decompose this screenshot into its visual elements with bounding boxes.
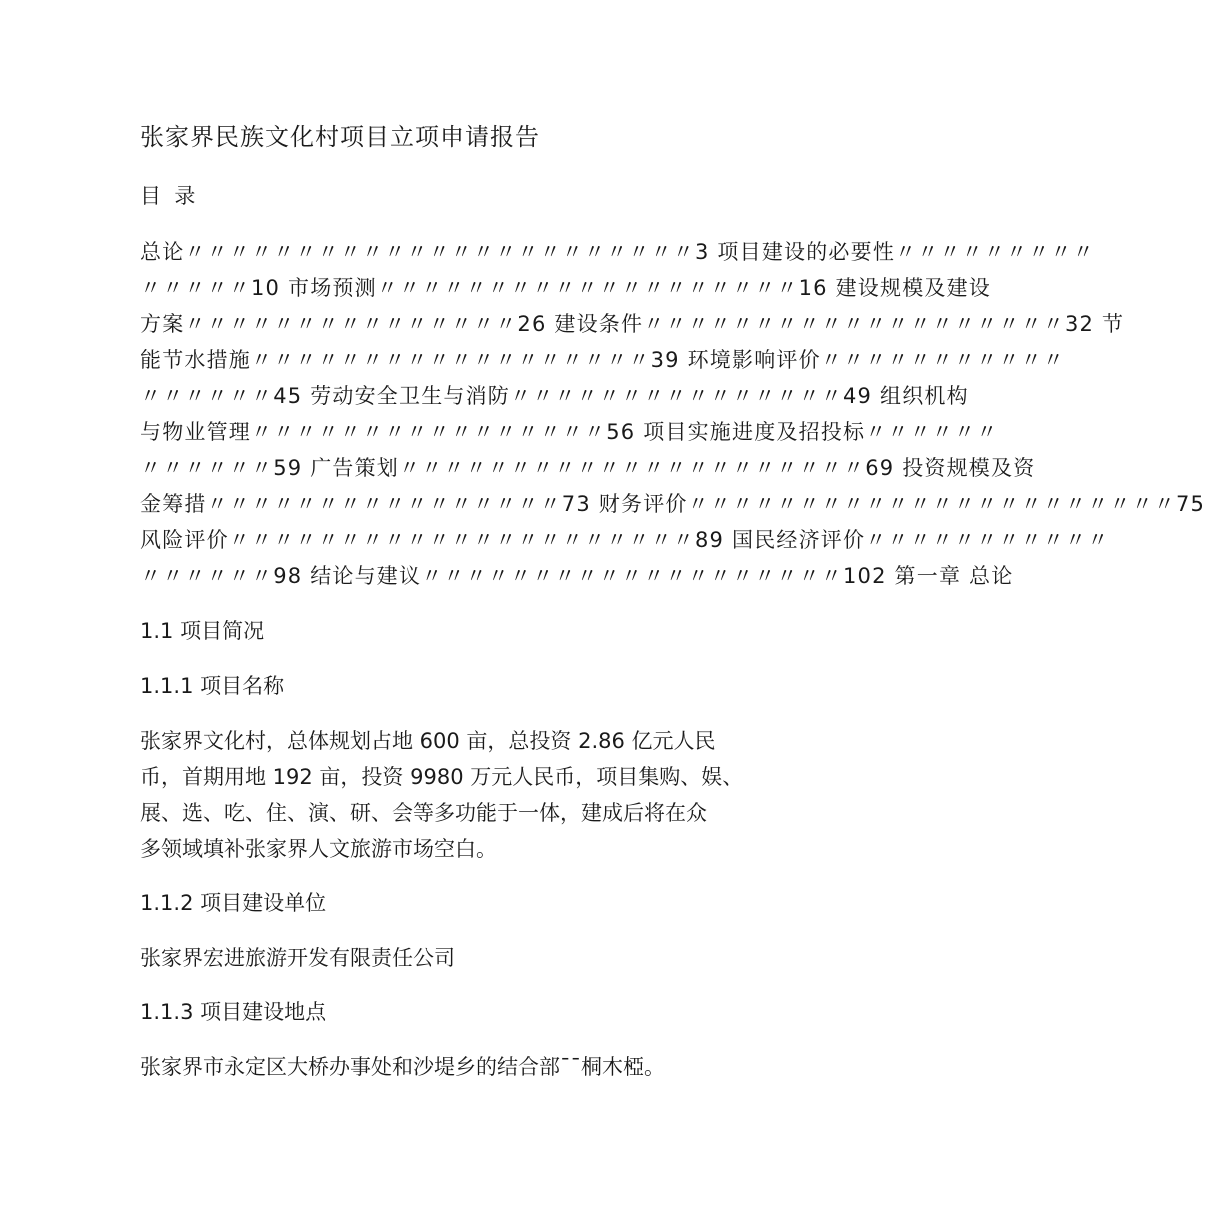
document-title: 张家界民族文化村项目立项申请报告 (140, 123, 540, 151)
toc-heading: 目 录 (140, 184, 196, 208)
toc-line: 金筹措〃〃〃〃〃〃〃〃〃〃〃〃〃〃〃〃73 财务评价〃〃〃〃〃〃〃〃〃〃〃〃〃〃〃〃〃〃〃〃〃〃75 (140, 492, 1205, 516)
paragraph-line: 币，首期用地 192 亩，投资 9980 万元人民币，项目集购、娱、 (140, 765, 744, 789)
construction-site-paragraph: 张家界市永定区大桥办事处和沙堤乡的结合部¯¯桐木椏。 (140, 1055, 665, 1079)
toc-line: 总论〃〃〃〃〃〃〃〃〃〃〃〃〃〃〃〃〃〃〃〃〃〃〃3 项目建设的必要性〃〃〃〃〃〃〃〃〃 (140, 240, 1095, 264)
paragraph-line: 张家界文化村，总体规划占地 600 亩，总投资 2.86 亿元人民 (140, 729, 716, 753)
paragraph-line: 展、选、吃、住、演、研、会等多功能于一体，建成后将在众 (140, 801, 707, 825)
toc-line: 能节水措施〃〃〃〃〃〃〃〃〃〃〃〃〃〃〃〃〃〃39 环境影响评价〃〃〃〃〃〃〃〃〃〃〃 (140, 348, 1065, 372)
toc-line: 风险评价〃〃〃〃〃〃〃〃〃〃〃〃〃〃〃〃〃〃〃〃〃89 国民经济评价〃〃〃〃〃〃〃〃〃〃〃 (140, 528, 1110, 552)
toc-line: 〃〃〃〃〃〃59 广告策划〃〃〃〃〃〃〃〃〃〃〃〃〃〃〃〃〃〃〃〃〃69 投资规模及资 (140, 456, 1036, 480)
toc-line: 〃〃〃〃〃〃98 结论与建议〃〃〃〃〃〃〃〃〃〃〃〃〃〃〃〃〃〃〃102 第一章 总论 (140, 564, 1014, 588)
toc-line: 方案〃〃〃〃〃〃〃〃〃〃〃〃〃〃〃26 建设条件〃〃〃〃〃〃〃〃〃〃〃〃〃〃〃〃〃〃〃32 节 (140, 312, 1125, 336)
paragraph-line: 多领域填补张家界人文旅游市场空白。 (140, 837, 497, 861)
toc-line: 〃〃〃〃〃10 市场预测〃〃〃〃〃〃〃〃〃〃〃〃〃〃〃〃〃〃〃16 建设规模及建设 (140, 276, 991, 300)
section-heading-1-1-2: 1.1.2 项目建设单位 (140, 891, 327, 915)
construction-unit-paragraph: 张家界宏进旅游开发有限责任公司 (140, 946, 455, 970)
section-heading-1-1-3: 1.1.3 项目建设地点 (140, 1000, 327, 1024)
toc-line: 〃〃〃〃〃〃45 劳动安全卫生与消防〃〃〃〃〃〃〃〃〃〃〃〃〃〃〃49 组织机构 (140, 384, 969, 408)
section-heading-1-1: 1.1 项目简况 (140, 619, 265, 643)
toc-line: 与物业管理〃〃〃〃〃〃〃〃〃〃〃〃〃〃〃〃56 项目实施进度及招投标〃〃〃〃〃〃 (140, 420, 999, 444)
section-heading-1-1-1: 1.1.1 项目名称 (140, 674, 285, 698)
